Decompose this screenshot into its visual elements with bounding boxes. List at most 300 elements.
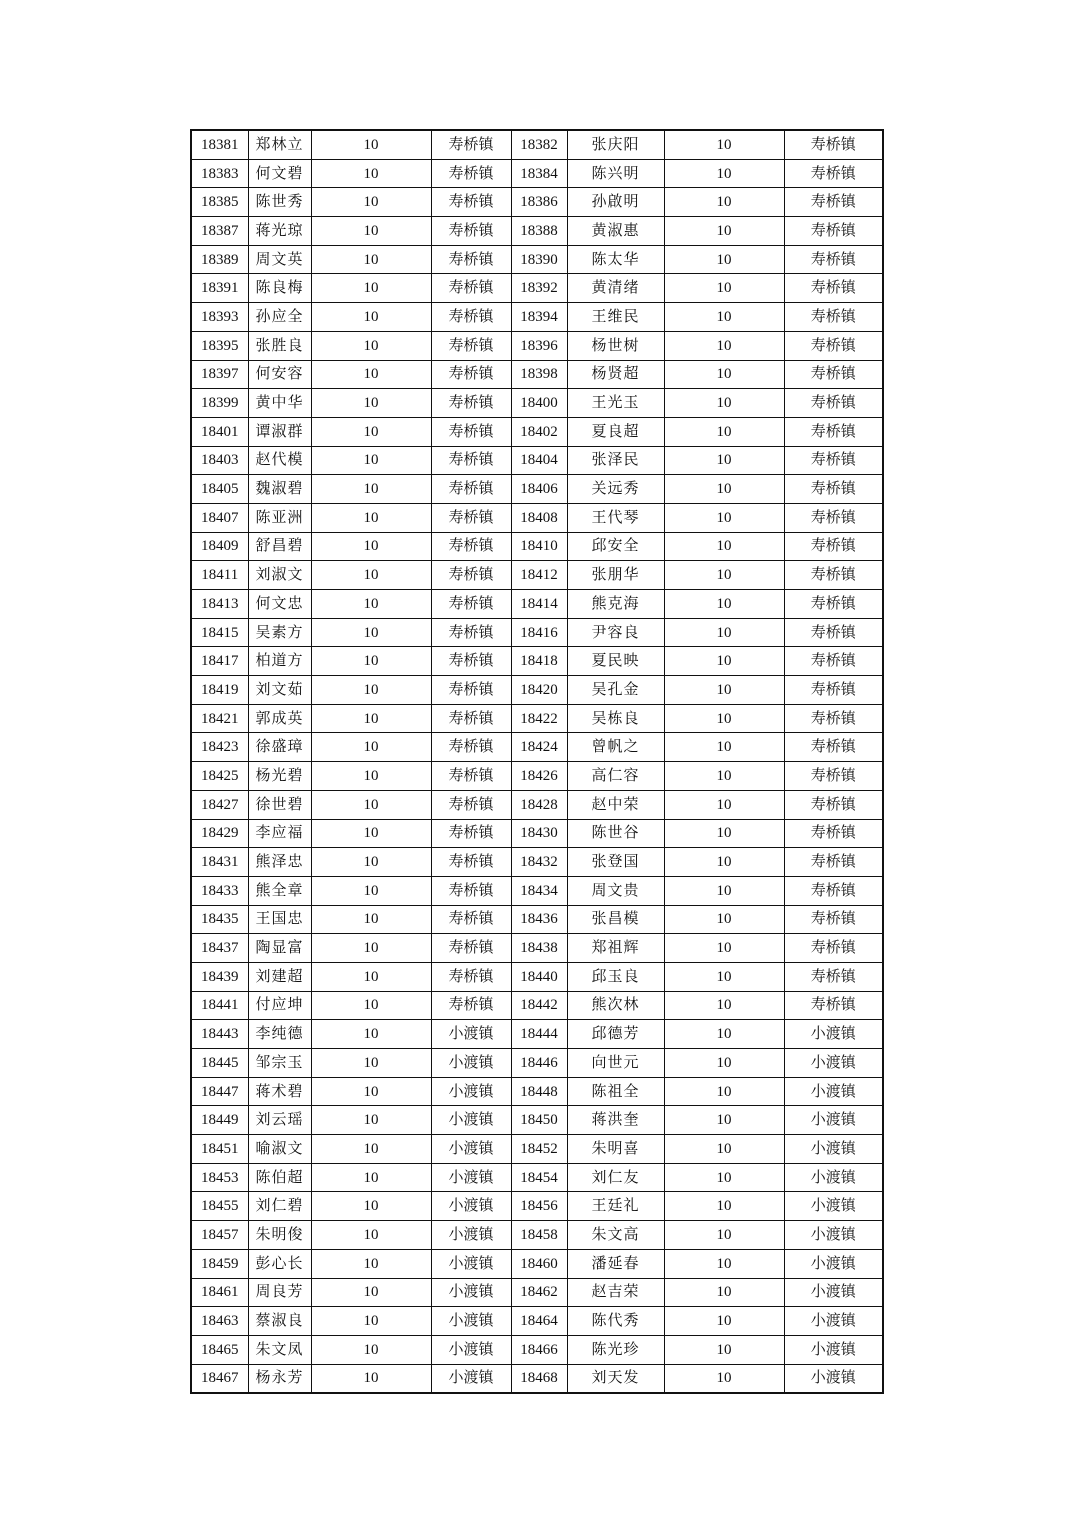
- right-number-cell: 18440: [511, 962, 567, 991]
- right-town-cell: 寿桥镇: [784, 188, 883, 217]
- right-name-cell: 邱德芳: [567, 1020, 664, 1049]
- right-number-cell: 18398: [511, 360, 567, 389]
- left-name-cell: 陈世秀: [248, 188, 311, 217]
- right-name-cell: 张庆阳: [567, 130, 664, 159]
- right-amount-cell: 10: [664, 590, 784, 619]
- left-number-cell: 18417: [191, 647, 248, 676]
- left-name-cell: 徐盛璋: [248, 733, 311, 762]
- right-number-cell: 18422: [511, 704, 567, 733]
- right-name-cell: 张登国: [567, 848, 664, 877]
- left-town-cell: 小渡镇: [431, 1135, 511, 1164]
- left-name-cell: 熊全章: [248, 876, 311, 905]
- right-amount-cell: 10: [664, 876, 784, 905]
- left-name-cell: 孙应全: [248, 303, 311, 332]
- right-amount-cell: 10: [664, 475, 784, 504]
- table-row: [191, 876, 883, 905]
- right-town-cell: 寿桥镇: [784, 876, 883, 905]
- right-name-cell: 王维民: [567, 303, 664, 332]
- left-name-cell: 黄中华: [248, 389, 311, 418]
- left-number-cell: 18433: [191, 876, 248, 905]
- right-town-cell: 寿桥镇: [784, 676, 883, 705]
- left-town-cell: 小渡镇: [431, 1364, 511, 1393]
- left-town-cell: 寿桥镇: [431, 962, 511, 991]
- right-number-cell: 18426: [511, 762, 567, 791]
- right-town-cell: 寿桥镇: [784, 561, 883, 590]
- right-town-cell: 寿桥镇: [784, 303, 883, 332]
- right-amount-cell: 10: [664, 217, 784, 246]
- left-town-cell: 小渡镇: [431, 1249, 511, 1278]
- left-town-cell: 寿桥镇: [431, 561, 511, 590]
- right-amount-cell: 10: [664, 934, 784, 963]
- right-name-cell: 陈代秀: [567, 1307, 664, 1336]
- left-number-cell: 18445: [191, 1049, 248, 1078]
- left-town-cell: 寿桥镇: [431, 590, 511, 619]
- right-town-cell: 寿桥镇: [784, 762, 883, 791]
- left-amount-cell: 10: [311, 503, 431, 532]
- left-amount-cell: 10: [311, 1364, 431, 1393]
- right-town-cell: 寿桥镇: [784, 618, 883, 647]
- left-name-cell: 舒昌碧: [248, 532, 311, 561]
- table-row: [191, 1364, 883, 1393]
- left-name-cell: 朱明俊: [248, 1221, 311, 1250]
- left-name-cell: 赵代模: [248, 446, 311, 475]
- left-amount-cell: 10: [311, 676, 431, 705]
- left-amount-cell: 10: [311, 876, 431, 905]
- left-name-cell: 何安容: [248, 360, 311, 389]
- left-name-cell: 吴素方: [248, 618, 311, 647]
- right-town-cell: 小渡镇: [784, 1192, 883, 1221]
- right-town-cell: 小渡镇: [784, 1163, 883, 1192]
- right-number-cell: 18406: [511, 475, 567, 504]
- right-amount-cell: 10: [664, 503, 784, 532]
- left-amount-cell: 10: [311, 1221, 431, 1250]
- left-amount-cell: 10: [311, 733, 431, 762]
- right-name-cell: 杨世树: [567, 331, 664, 360]
- left-town-cell: 寿桥镇: [431, 331, 511, 360]
- left-name-cell: 何文碧: [248, 159, 311, 188]
- left-amount-cell: 10: [311, 848, 431, 877]
- left-number-cell: 18467: [191, 1364, 248, 1393]
- left-name-cell: 邹宗玉: [248, 1049, 311, 1078]
- left-number-cell: 18405: [191, 475, 248, 504]
- left-number-cell: 18449: [191, 1106, 248, 1135]
- table-row: [191, 1249, 883, 1278]
- left-name-cell: 刘建超: [248, 962, 311, 991]
- left-number-cell: 18455: [191, 1192, 248, 1221]
- right-number-cell: 18432: [511, 848, 567, 877]
- right-number-cell: 18428: [511, 790, 567, 819]
- table-row: [191, 1307, 883, 1336]
- left-amount-cell: 10: [311, 905, 431, 934]
- left-amount-cell: 10: [311, 303, 431, 332]
- left-town-cell: 寿桥镇: [431, 704, 511, 733]
- right-number-cell: 18468: [511, 1364, 567, 1393]
- table-row: [191, 331, 883, 360]
- left-name-cell: 郑林立: [248, 130, 311, 159]
- right-name-cell: 黄清绪: [567, 274, 664, 303]
- table-row: [191, 618, 883, 647]
- right-name-cell: 蒋洪奎: [567, 1106, 664, 1135]
- right-number-cell: 18434: [511, 876, 567, 905]
- left-amount-cell: 10: [311, 1020, 431, 1049]
- right-town-cell: 寿桥镇: [784, 475, 883, 504]
- right-name-cell: 张昌模: [567, 905, 664, 934]
- left-number-cell: 18409: [191, 532, 248, 561]
- left-number-cell: 18463: [191, 1307, 248, 1336]
- right-amount-cell: 10: [664, 360, 784, 389]
- left-name-cell: 蒋术碧: [248, 1077, 311, 1106]
- table-row: [191, 991, 883, 1020]
- right-number-cell: 18464: [511, 1307, 567, 1336]
- right-name-cell: 陈兴明: [567, 159, 664, 188]
- left-town-cell: 小渡镇: [431, 1020, 511, 1049]
- right-number-cell: 18442: [511, 991, 567, 1020]
- right-number-cell: 18394: [511, 303, 567, 332]
- right-town-cell: 小渡镇: [784, 1077, 883, 1106]
- right-number-cell: 18388: [511, 217, 567, 246]
- left-name-cell: 刘文茹: [248, 676, 311, 705]
- left-town-cell: 寿桥镇: [431, 159, 511, 188]
- left-name-cell: 刘仁碧: [248, 1192, 311, 1221]
- right-amount-cell: 10: [664, 1364, 784, 1393]
- left-name-cell: 朱文凤: [248, 1335, 311, 1364]
- table-row: [191, 159, 883, 188]
- right-amount-cell: 10: [664, 618, 784, 647]
- right-name-cell: 郑祖辉: [567, 934, 664, 963]
- table-row: [191, 475, 883, 504]
- right-town-cell: 寿桥镇: [784, 790, 883, 819]
- table-row: [191, 274, 883, 303]
- right-name-cell: 吴栋良: [567, 704, 664, 733]
- left-name-cell: 谭淑群: [248, 417, 311, 446]
- right-town-cell: 寿桥镇: [784, 934, 883, 963]
- right-name-cell: 孙啟明: [567, 188, 664, 217]
- right-town-cell: 小渡镇: [784, 1249, 883, 1278]
- left-town-cell: 小渡镇: [431, 1163, 511, 1192]
- right-amount-cell: 10: [664, 647, 784, 676]
- right-number-cell: 18456: [511, 1192, 567, 1221]
- left-town-cell: 寿桥镇: [431, 417, 511, 446]
- right-name-cell: 熊克海: [567, 590, 664, 619]
- right-town-cell: 寿桥镇: [784, 274, 883, 303]
- right-name-cell: 夏民映: [567, 647, 664, 676]
- right-name-cell: 邱玉良: [567, 962, 664, 991]
- left-amount-cell: 10: [311, 1163, 431, 1192]
- right-amount-cell: 10: [664, 905, 784, 934]
- left-amount-cell: 10: [311, 1278, 431, 1307]
- right-amount-cell: 10: [664, 1106, 784, 1135]
- right-amount-cell: 10: [664, 1221, 784, 1250]
- table-row: [191, 762, 883, 791]
- left-town-cell: 小渡镇: [431, 1307, 511, 1336]
- right-amount-cell: 10: [664, 1163, 784, 1192]
- right-number-cell: 18412: [511, 561, 567, 590]
- left-amount-cell: 10: [311, 188, 431, 217]
- right-amount-cell: 10: [664, 417, 784, 446]
- right-town-cell: 小渡镇: [784, 1307, 883, 1336]
- right-name-cell: 王廷礼: [567, 1192, 664, 1221]
- left-amount-cell: 10: [311, 417, 431, 446]
- left-number-cell: 18461: [191, 1278, 248, 1307]
- left-number-cell: 18381: [191, 130, 248, 159]
- table-row: [191, 733, 883, 762]
- right-amount-cell: 10: [664, 1077, 784, 1106]
- right-town-cell: 小渡镇: [784, 1106, 883, 1135]
- right-name-cell: 朱文高: [567, 1221, 664, 1250]
- left-town-cell: 小渡镇: [431, 1221, 511, 1250]
- right-town-cell: 小渡镇: [784, 1278, 883, 1307]
- left-name-cell: 陈亚洲: [248, 503, 311, 532]
- left-town-cell: 寿桥镇: [431, 905, 511, 934]
- right-name-cell: 张朋华: [567, 561, 664, 590]
- right-number-cell: 18466: [511, 1335, 567, 1364]
- left-amount-cell: 10: [311, 331, 431, 360]
- left-name-cell: 喻淑文: [248, 1135, 311, 1164]
- left-number-cell: 18415: [191, 618, 248, 647]
- right-amount-cell: 10: [664, 1249, 784, 1278]
- left-town-cell: 寿桥镇: [431, 934, 511, 963]
- left-name-cell: 熊泽忠: [248, 848, 311, 877]
- right-number-cell: 18458: [511, 1221, 567, 1250]
- right-town-cell: 寿桥镇: [784, 905, 883, 934]
- table-row: [191, 1106, 883, 1135]
- left-town-cell: 寿桥镇: [431, 360, 511, 389]
- right-number-cell: 18402: [511, 417, 567, 446]
- table-row: [191, 1049, 883, 1078]
- right-town-cell: 小渡镇: [784, 1135, 883, 1164]
- right-name-cell: 陈太华: [567, 245, 664, 274]
- right-number-cell: 18416: [511, 618, 567, 647]
- table-row: [191, 130, 883, 159]
- right-name-cell: 赵中荣: [567, 790, 664, 819]
- right-amount-cell: 10: [664, 1020, 784, 1049]
- left-name-cell: 魏淑碧: [248, 475, 311, 504]
- table-row: [191, 446, 883, 475]
- left-number-cell: 18435: [191, 905, 248, 934]
- left-name-cell: 彭心长: [248, 1249, 311, 1278]
- left-number-cell: 18413: [191, 590, 248, 619]
- left-town-cell: 寿桥镇: [431, 991, 511, 1020]
- left-number-cell: 18457: [191, 1221, 248, 1250]
- left-amount-cell: 10: [311, 1192, 431, 1221]
- table-row: [191, 1163, 883, 1192]
- table-row: [191, 303, 883, 332]
- right-amount-cell: 10: [664, 561, 784, 590]
- right-town-cell: 寿桥镇: [784, 532, 883, 561]
- left-number-cell: 18383: [191, 159, 248, 188]
- right-amount-cell: 10: [664, 446, 784, 475]
- right-name-cell: 杨贤超: [567, 360, 664, 389]
- right-number-cell: 18438: [511, 934, 567, 963]
- left-amount-cell: 10: [311, 1249, 431, 1278]
- left-number-cell: 18441: [191, 991, 248, 1020]
- left-number-cell: 18397: [191, 360, 248, 389]
- left-town-cell: 寿桥镇: [431, 503, 511, 532]
- table-row: [191, 934, 883, 963]
- right-name-cell: 陈祖全: [567, 1077, 664, 1106]
- left-amount-cell: 10: [311, 130, 431, 159]
- right-amount-cell: 10: [664, 331, 784, 360]
- left-number-cell: 18421: [191, 704, 248, 733]
- left-name-cell: 付应坤: [248, 991, 311, 1020]
- right-town-cell: 寿桥镇: [784, 159, 883, 188]
- left-amount-cell: 10: [311, 1106, 431, 1135]
- right-amount-cell: 10: [664, 991, 784, 1020]
- left-amount-cell: 10: [311, 647, 431, 676]
- left-amount-cell: 10: [311, 217, 431, 246]
- right-town-cell: 寿桥镇: [784, 819, 883, 848]
- right-town-cell: 寿桥镇: [784, 217, 883, 246]
- right-amount-cell: 10: [664, 1335, 784, 1364]
- left-number-cell: 18427: [191, 790, 248, 819]
- roster-table: [190, 129, 884, 1394]
- table-row: [191, 532, 883, 561]
- right-town-cell: 寿桥镇: [784, 417, 883, 446]
- left-town-cell: 寿桥镇: [431, 819, 511, 848]
- right-name-cell: 尹容良: [567, 618, 664, 647]
- right-name-cell: 邱安全: [567, 532, 664, 561]
- left-town-cell: 寿桥镇: [431, 532, 511, 561]
- right-amount-cell: 10: [664, 1307, 784, 1336]
- table-row: [191, 217, 883, 246]
- right-name-cell: 关远秀: [567, 475, 664, 504]
- left-amount-cell: 10: [311, 1335, 431, 1364]
- left-number-cell: 18391: [191, 274, 248, 303]
- right-name-cell: 黄淑惠: [567, 217, 664, 246]
- table-row: [191, 1335, 883, 1364]
- left-name-cell: 杨光碧: [248, 762, 311, 791]
- right-town-cell: 小渡镇: [784, 1221, 883, 1250]
- right-name-cell: 赵吉荣: [567, 1278, 664, 1307]
- left-amount-cell: 10: [311, 159, 431, 188]
- left-name-cell: 刘淑文: [248, 561, 311, 590]
- left-amount-cell: 10: [311, 1307, 431, 1336]
- right-amount-cell: 10: [664, 532, 784, 561]
- left-amount-cell: 10: [311, 274, 431, 303]
- left-amount-cell: 10: [311, 446, 431, 475]
- right-number-cell: 18450: [511, 1106, 567, 1135]
- right-amount-cell: 10: [664, 1278, 784, 1307]
- left-amount-cell: 10: [311, 1077, 431, 1106]
- left-number-cell: 18393: [191, 303, 248, 332]
- table-row: [191, 647, 883, 676]
- left-name-cell: 陶显富: [248, 934, 311, 963]
- left-amount-cell: 10: [311, 475, 431, 504]
- table-row: [191, 1221, 883, 1250]
- left-amount-cell: 10: [311, 245, 431, 274]
- left-number-cell: 18403: [191, 446, 248, 475]
- left-number-cell: 18419: [191, 676, 248, 705]
- left-amount-cell: 10: [311, 532, 431, 561]
- left-name-cell: 李应福: [248, 819, 311, 848]
- left-amount-cell: 10: [311, 991, 431, 1020]
- right-number-cell: 18392: [511, 274, 567, 303]
- right-number-cell: 18396: [511, 331, 567, 360]
- right-name-cell: 朱明喜: [567, 1135, 664, 1164]
- right-name-cell: 吴孔金: [567, 676, 664, 705]
- left-town-cell: 寿桥镇: [431, 389, 511, 418]
- right-number-cell: 18454: [511, 1163, 567, 1192]
- right-number-cell: 18446: [511, 1049, 567, 1078]
- right-name-cell: 熊次林: [567, 991, 664, 1020]
- left-name-cell: 何文忠: [248, 590, 311, 619]
- right-name-cell: 王代琴: [567, 503, 664, 532]
- table-row: [191, 590, 883, 619]
- right-town-cell: 小渡镇: [784, 1020, 883, 1049]
- left-number-cell: 18385: [191, 188, 248, 217]
- left-amount-cell: 10: [311, 762, 431, 791]
- left-town-cell: 寿桥镇: [431, 217, 511, 246]
- right-number-cell: 18404: [511, 446, 567, 475]
- left-number-cell: 18453: [191, 1163, 248, 1192]
- right-town-cell: 寿桥镇: [784, 245, 883, 274]
- right-town-cell: 寿桥镇: [784, 704, 883, 733]
- table-row: [191, 676, 883, 705]
- table-row: [191, 790, 883, 819]
- table-row: [191, 1278, 883, 1307]
- left-number-cell: 18425: [191, 762, 248, 791]
- left-amount-cell: 10: [311, 819, 431, 848]
- right-amount-cell: 10: [664, 274, 784, 303]
- left-number-cell: 18439: [191, 962, 248, 991]
- left-number-cell: 18395: [191, 331, 248, 360]
- right-town-cell: 寿桥镇: [784, 647, 883, 676]
- left-number-cell: 18431: [191, 848, 248, 877]
- right-amount-cell: 10: [664, 130, 784, 159]
- left-number-cell: 18387: [191, 217, 248, 246]
- left-town-cell: 寿桥镇: [431, 848, 511, 877]
- left-town-cell: 寿桥镇: [431, 446, 511, 475]
- table-row: [191, 819, 883, 848]
- right-town-cell: 寿桥镇: [784, 991, 883, 1020]
- left-name-cell: 周文英: [248, 245, 311, 274]
- left-name-cell: 郭成英: [248, 704, 311, 733]
- left-number-cell: 18459: [191, 1249, 248, 1278]
- table-row: [191, 561, 883, 590]
- right-amount-cell: 10: [664, 303, 784, 332]
- right-amount-cell: 10: [664, 245, 784, 274]
- right-town-cell: 小渡镇: [784, 1364, 883, 1393]
- left-number-cell: 18451: [191, 1135, 248, 1164]
- right-town-cell: 小渡镇: [784, 1335, 883, 1364]
- left-town-cell: 寿桥镇: [431, 762, 511, 791]
- right-number-cell: 18408: [511, 503, 567, 532]
- left-town-cell: 寿桥镇: [431, 475, 511, 504]
- left-town-cell: 寿桥镇: [431, 676, 511, 705]
- left-name-cell: 蒋光琼: [248, 217, 311, 246]
- right-town-cell: 寿桥镇: [784, 503, 883, 532]
- right-number-cell: 18436: [511, 905, 567, 934]
- right-number-cell: 18460: [511, 1249, 567, 1278]
- right-town-cell: 寿桥镇: [784, 331, 883, 360]
- left-number-cell: 18437: [191, 934, 248, 963]
- left-amount-cell: 10: [311, 561, 431, 590]
- right-name-cell: 陈世谷: [567, 819, 664, 848]
- right-town-cell: 寿桥镇: [784, 389, 883, 418]
- right-name-cell: 潘延春: [567, 1249, 664, 1278]
- right-number-cell: 18386: [511, 188, 567, 217]
- left-town-cell: 小渡镇: [431, 1077, 511, 1106]
- table-row: [191, 905, 883, 934]
- right-number-cell: 18452: [511, 1135, 567, 1164]
- right-town-cell: 小渡镇: [784, 1049, 883, 1078]
- right-town-cell: 寿桥镇: [784, 733, 883, 762]
- left-town-cell: 小渡镇: [431, 1049, 511, 1078]
- table-row: [191, 417, 883, 446]
- left-town-cell: 寿桥镇: [431, 274, 511, 303]
- right-amount-cell: 10: [664, 389, 784, 418]
- left-name-cell: 徐世碧: [248, 790, 311, 819]
